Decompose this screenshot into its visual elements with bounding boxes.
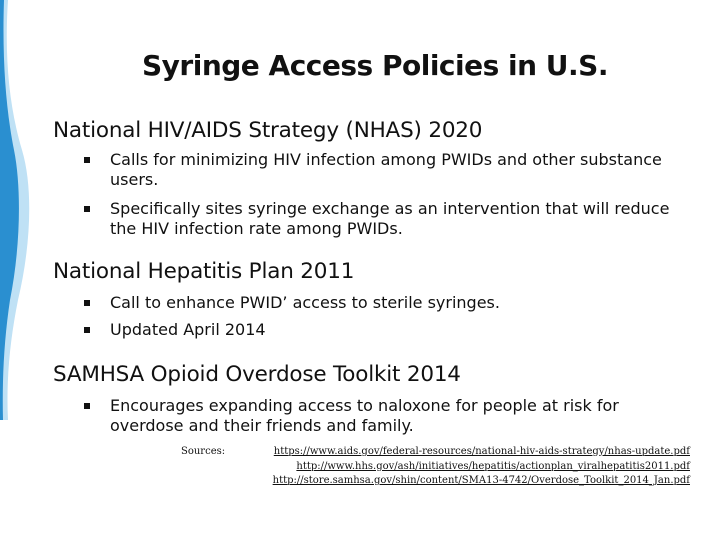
- source-link-samhsa[interactable]: http://store.samhsa.gov/shin/content/SMA13-4742/Overdose_Toolkit_2014_Jan.pdf: [272, 475, 690, 486]
- sources-label: Sources:: [181, 446, 226, 457]
- section-heading-hepatitis: National Hepatitis Plan 2011: [53, 259, 355, 284]
- bullet-text: Updated April 2014: [110, 320, 266, 339]
- section-heading-nhas: National HIV/AIDS Strategy (NHAS) 2020: [53, 118, 483, 143]
- bullet-text: Call to enhance PWID’ access to sterile syringes.: [110, 293, 500, 312]
- bullet-text: Calls for minimizing HIV infection among PWIDs and other substance users.: [110, 150, 662, 189]
- bullet-text: Encourages expanding access to naloxone for people at risk for overdose and their friends and family.: [110, 396, 619, 435]
- slide-title: Syringe Access Policies in U.S.: [142, 49, 608, 82]
- bullet-text: Specifically sites syringe exchange as an intervention that will reduce the HIV infection rate among PWIDs.: [110, 199, 670, 238]
- section-heading-samhsa: SAMHSA Opioid Overdose Toolkit 2014: [53, 362, 461, 387]
- source-link-nhas[interactable]: https://www.aids.gov/federal-resources/national-hiv-aids-strategy/nhas-update.pdf: [273, 446, 690, 457]
- source-link-hepatitis[interactable]: http://www.hhs.gov/ash/initiatives/hepatitis/actionplan_viralhepatitis2011.pdf: [296, 461, 690, 472]
